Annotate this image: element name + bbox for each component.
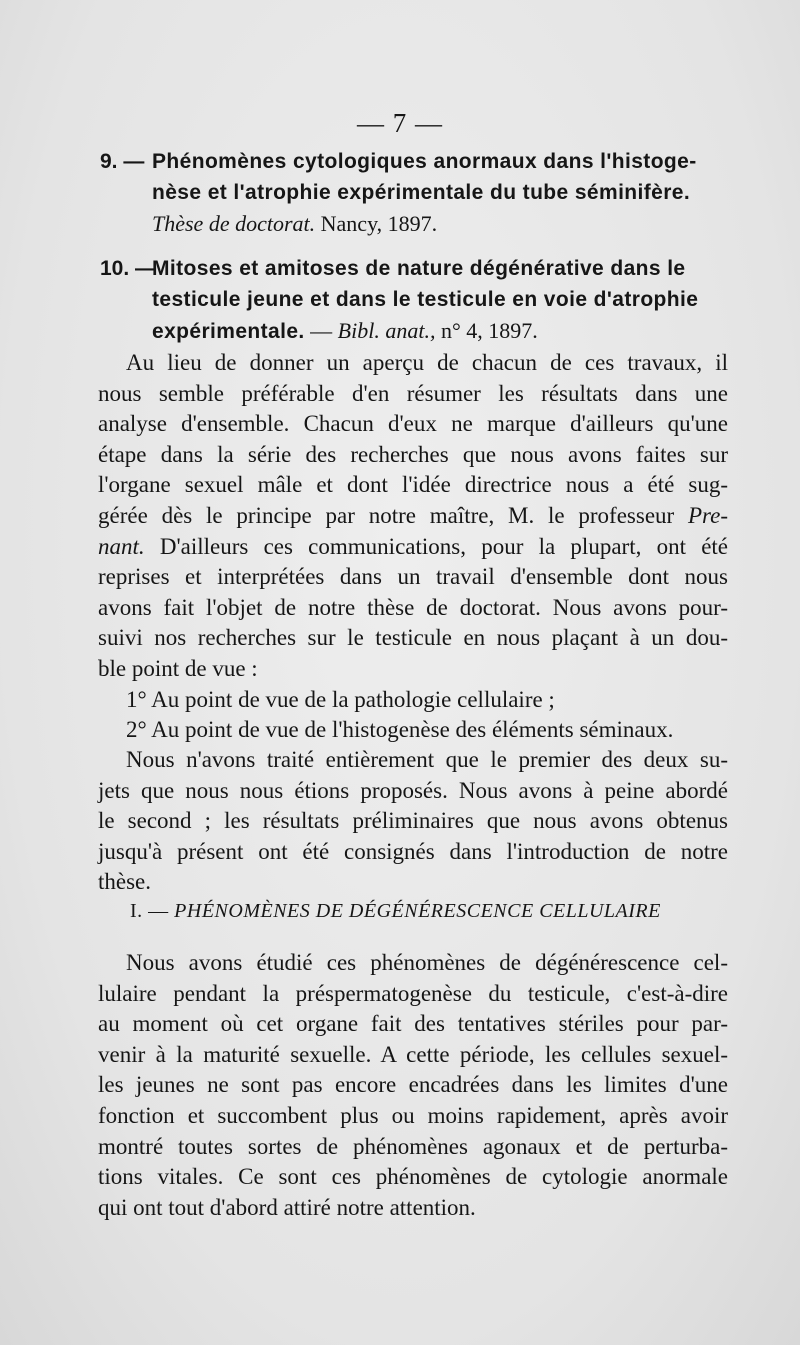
body-paragraph xyxy=(98,348,728,746)
text-line: suivi nos recherches sur le testicule en nous plaçant à un dou- xyxy=(98,625,728,651)
professor-name: Pre- xyxy=(688,502,729,528)
text-line: fonction et succombent plus ou moins rapidement, après avoir xyxy=(98,1102,728,1128)
text-line: tions vitales. Ce sont ces phénomènes de cytologie anormale xyxy=(98,1164,728,1190)
text-line: les jeunes ne sont pas encore encadrées dans les limites d'une xyxy=(98,1072,728,1098)
body-paragraph xyxy=(98,745,728,898)
text-line: montré toutes sortes de phénomènes agonaux et de perturba- xyxy=(98,1133,728,1159)
text-line: Nous avons étudié ces phénomènes de dégénérescence cel- xyxy=(126,950,728,975)
text-line: Au lieu de donner un aperçu de chacun de ces travaux, il xyxy=(126,350,728,375)
text-line: jusqu'à présent ont été consignés dans l'introduction de notre xyxy=(98,838,728,864)
page-number: — 7 — xyxy=(357,108,443,138)
entry-source: Thèse de doctorat. Nancy, 1897. xyxy=(152,211,438,236)
text-line: lulaire pendant la préspermatogenèse du testicule, c'est-à-dire xyxy=(98,980,728,1006)
section-heading xyxy=(130,900,730,923)
text-line: avons fait l'objet de notre thèse de doctorat. Nous avons pour- xyxy=(98,594,728,620)
entry-title-line: testicule jeune et dans le testicule en voie d'atrophie xyxy=(152,288,699,311)
text-line: venir à la maturité sexuelle. A cette période, les cellules sexuel- xyxy=(98,1041,728,1067)
bibliography-entry-10 xyxy=(100,253,728,347)
entry-number: 10. — xyxy=(100,257,157,280)
text-line: nant. D'ailleurs ces communications, pour la plupart, ont été xyxy=(98,533,729,559)
text-line: thèse. xyxy=(98,869,152,895)
text-line: reprises et interprétées dans un travail d'ensemble dont nous xyxy=(98,564,728,590)
body-paragraph xyxy=(98,948,728,1223)
text-line: l'organe sexuel mâle et dont l'idée directrice nous a été sug- xyxy=(98,472,728,498)
entry-number: 9. — xyxy=(100,150,145,173)
text-line: analyse d'ensemble. Chacun d'eux ne marque d'ailleurs qu'une xyxy=(98,411,728,437)
text-line: gérée dès le principe par notre maître, M. le professeur Pre- xyxy=(98,502,729,528)
text-line: Nous n'avons traité entièrement que le premier des deux su- xyxy=(126,747,728,772)
text-line: au moment où cet organe fait des tentatives stériles pour par- xyxy=(98,1011,728,1037)
text-line: ble point de vue : xyxy=(98,655,258,681)
entry-title-line: Phénomènes cytologiques anormaux dans l'histoge- xyxy=(152,150,697,173)
entry-title-line: Mitoses et amitoses de nature dégénérative dans le xyxy=(152,257,686,280)
text-line: étape dans la série des recherches que nous avons faites sur xyxy=(98,441,728,467)
bibliography-entry-9 xyxy=(100,146,728,240)
text-line: nous semble préférable d'en résumer les résultats dans une xyxy=(98,380,728,406)
entry-title-line: nèse et l'atrophie expérimentale du tube séminifère. xyxy=(152,181,691,204)
section-number: I. — xyxy=(130,900,169,922)
list-item: 2° Au point de vue de l'histogenèse des éléments séminaux. xyxy=(126,717,674,743)
professor-name: nant. xyxy=(98,533,145,559)
text-line: jets que nous nous étions proposés. Nous avons à peine abordé xyxy=(98,777,728,803)
text-line: le second ; les résultats préliminaires que nous avons obtenus xyxy=(98,808,728,834)
list-item: 1° Au point de vue de la pathologie cellulaire ; xyxy=(126,686,555,712)
section-title: PHÉNOMÈNES DE DÉGÉNÉRESCENCE CELLULAIRE xyxy=(174,900,661,922)
text-line: qui ont tout d'abord attiré notre attention. xyxy=(98,1194,476,1220)
entry-source: expérimentale. — Bibl. anat., n° 4, 1897. xyxy=(152,318,538,343)
